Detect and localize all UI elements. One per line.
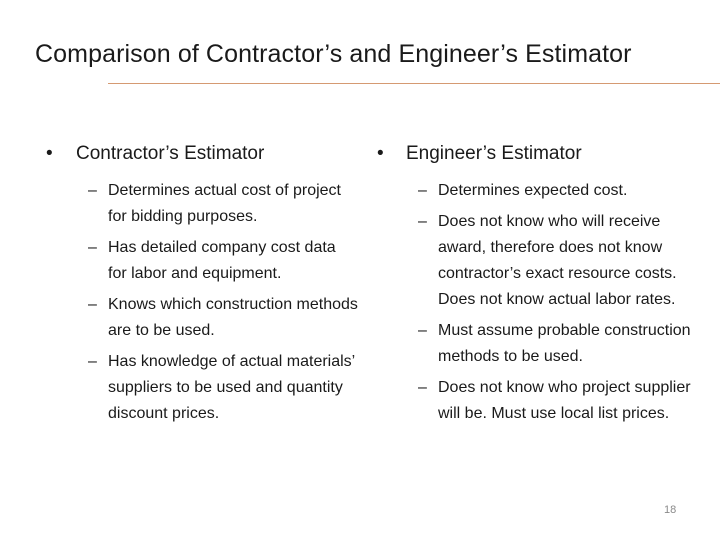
list-item xyxy=(418,178,697,204)
list-item xyxy=(88,292,366,344)
engineer-heading xyxy=(377,143,697,165)
list-item-text: Does not know who will receive award, therefore does not know contractor’s exact resource costs. Does not know actual labor rates. xyxy=(438,213,677,308)
list-item xyxy=(88,349,366,427)
slide-title: Comparison of Contractor’s and Engineer’s Estimator xyxy=(35,40,632,68)
list-item-text: Does not know who project supplier will be. Must use local list prices. xyxy=(438,379,691,422)
engineer-list xyxy=(418,178,697,427)
list-item xyxy=(88,178,366,230)
list-item-text: Determines actual cost of project for bidding purposes. xyxy=(108,182,341,225)
dash-marker: – xyxy=(88,182,97,199)
dash-marker: – xyxy=(88,239,97,256)
engineer-column xyxy=(377,143,697,432)
dash-marker: – xyxy=(418,322,427,339)
dash-marker: – xyxy=(88,296,97,313)
contractor-heading-text: Contractor’s Estimator xyxy=(76,143,265,164)
dash-marker: – xyxy=(418,213,427,230)
list-item xyxy=(418,318,697,370)
dash-marker: – xyxy=(418,379,427,396)
dash-marker: – xyxy=(88,353,97,370)
list-item xyxy=(418,209,697,313)
list-item-text: Has knowledge of actual materials’ suppliers to be used and quantity discount prices. xyxy=(108,353,355,422)
bullet-marker: • xyxy=(377,143,384,164)
bullet-marker: • xyxy=(46,143,53,164)
list-item xyxy=(88,235,366,287)
list-item-text: Must assume probable construction methods to be used. xyxy=(438,322,691,365)
contractor-heading xyxy=(46,143,366,165)
dash-marker: – xyxy=(418,182,427,199)
title-divider xyxy=(108,83,720,84)
list-item-text: Knows which construction methods are to be used. xyxy=(108,296,358,339)
page-number: 18 xyxy=(664,504,677,516)
list-item-text: Has detailed company cost data for labor and equipment. xyxy=(108,239,336,282)
contractor-list xyxy=(88,178,366,427)
list-item xyxy=(418,375,697,427)
contractor-column xyxy=(46,143,366,432)
engineer-heading-text: Engineer’s Estimator xyxy=(406,143,582,164)
list-item-text: Determines expected cost. xyxy=(438,182,628,199)
